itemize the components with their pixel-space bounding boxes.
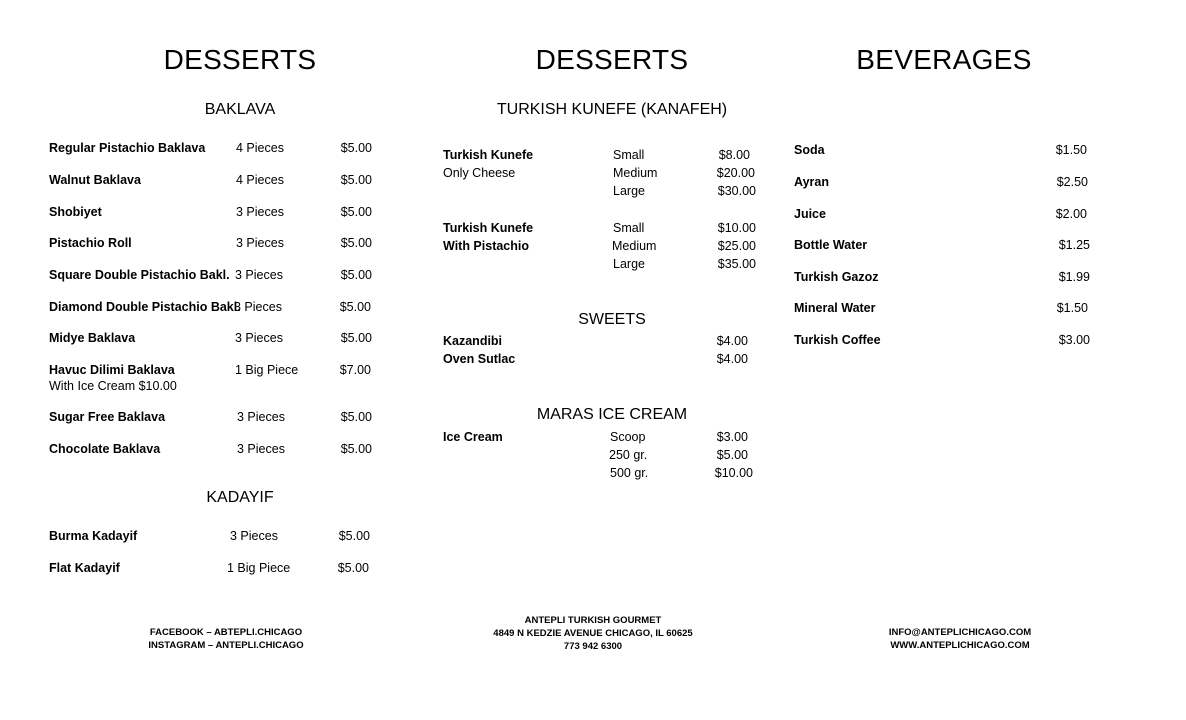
- kunefe-size: Small: [613, 221, 645, 235]
- kunefe-name: Turkish Kunefe: [443, 148, 534, 162]
- kunefe-name: Turkish Kunefe: [443, 221, 534, 235]
- beverage-item-price: $1.99: [1058, 270, 1090, 284]
- baklava-item-price: $5.00: [340, 442, 372, 456]
- kunefe-heading: TURKISH KUNEFE (KANAFEH): [496, 101, 728, 118]
- baklava-item-price: $5.00: [340, 410, 372, 424]
- kadayif-item-qty: 3 Pieces: [230, 529, 278, 543]
- kunefe-size: Medium: [612, 239, 657, 253]
- icecream-size: Scoop: [610, 430, 646, 444]
- baklava-item-price: $5.00: [339, 300, 371, 314]
- baklava-item-name: Midye Baklava: [49, 331, 136, 345]
- footer-instagram: INSTAGRAM – ANTEPLI.CHICAGO: [148, 640, 304, 651]
- beverage-item-price: $1.50: [1056, 301, 1088, 315]
- beverage-item-name: Turkish Coffee: [794, 333, 881, 347]
- footer-email: INFO@ANTEPLICHICAGO.COM: [888, 627, 1032, 638]
- beverage-item-name: Juice: [794, 207, 826, 221]
- beverage-item-price: $2.00: [1055, 207, 1087, 221]
- footer-website: WWW.ANTEPLICHICAGO.COM: [890, 640, 1030, 651]
- baklava-item-name: Diamond Double Pistachio Bakl.: [49, 300, 241, 314]
- baklava-item-qty: 1 Big Piece: [235, 363, 299, 377]
- beverage-item-name: Ayran: [794, 175, 829, 189]
- kunefe-price: $10.00: [717, 221, 756, 235]
- desserts-title-center: DESSERTS: [535, 44, 689, 75]
- icecream-name: Ice Cream: [443, 430, 503, 444]
- baklava-item-name: Pistachio Roll: [49, 236, 132, 250]
- baklava-item-name: Chocolate Baklava: [49, 442, 161, 456]
- kunefe-variant: Only Cheese: [443, 166, 516, 180]
- beverage-item-price: $1.50: [1055, 143, 1087, 157]
- kadayif-item-name: Flat Kadayif: [49, 561, 120, 575]
- baklava-item-price: $5.00: [340, 331, 372, 345]
- beverage-item-name: Mineral Water: [794, 301, 876, 315]
- sweets-item-price: $4.00: [716, 352, 748, 366]
- kunefe-size: Medium: [613, 166, 658, 180]
- baklava-item-qty: 3 Pieces: [236, 205, 284, 219]
- kadayif-item-qty: 1 Big Piece: [227, 561, 291, 575]
- icecream-price: $10.00: [714, 466, 753, 480]
- beverage-item-price: $3.00: [1058, 333, 1090, 347]
- beverage-item-price: $1.25: [1058, 238, 1090, 252]
- kadayif-heading: KADAYIF: [206, 489, 274, 506]
- baklava-item-price: $5.00: [340, 236, 372, 250]
- icecream-size: 250 gr.: [609, 448, 648, 462]
- baklava-item-note: With Ice Cream $10.00: [49, 379, 177, 393]
- kunefe-variant: With Pistachio: [443, 239, 530, 253]
- beverages-title: BEVERAGES: [856, 44, 1032, 75]
- baklava-item-name: Walnut Baklava: [49, 173, 141, 187]
- baklava-item-price: $5.00: [340, 268, 372, 282]
- baklava-item-name: Sugar Free Baklava: [49, 410, 166, 424]
- kunefe-price: $25.00: [717, 239, 756, 253]
- kunefe-size: Small: [613, 148, 645, 162]
- baklava-item-price: $5.00: [340, 173, 372, 187]
- desserts-title-left: DESSERTS: [163, 44, 317, 75]
- kunefe-price: $35.00: [717, 257, 756, 271]
- kunefe-price: $20.00: [716, 166, 755, 180]
- kunefe-price: $30.00: [717, 184, 756, 198]
- sweets-item-name: Kazandibi: [443, 334, 503, 348]
- kadayif-item-price: $5.00: [337, 561, 369, 575]
- baklava-item-qty: 3 Pieces: [235, 268, 283, 282]
- kadayif-item-name: Burma Kadayif: [49, 529, 138, 543]
- baklava-item-name: Square Double Pistachio Bakl.: [49, 268, 230, 282]
- baklava-item-qty: 3 Pieces: [236, 236, 284, 250]
- sweets-item-price: $4.00: [716, 334, 748, 348]
- sweets-heading: SWEETS: [578, 311, 646, 328]
- baklava-item-qty: 3 Pieces: [237, 410, 285, 424]
- baklava-item-qty: 3 Pieces: [237, 442, 285, 456]
- baklava-item-qty: 4 Pieces: [236, 141, 284, 155]
- baklava-item-qty: 3 Pieces: [235, 331, 283, 345]
- footer-address-block: [493, 614, 692, 653]
- baklava-item-price: $7.00: [339, 363, 371, 377]
- footer-facebook: FACEBOOK – ABTEPLI.CHICAGO: [149, 627, 303, 638]
- baklava-item-price: $5.00: [340, 141, 372, 155]
- baklava-item-qty: 3 Pieces: [234, 300, 282, 314]
- beverage-item-price: $2.50: [1056, 175, 1088, 189]
- baklava-heading: BAKLAVA: [204, 101, 276, 118]
- footer-address: 4849 N KEDZIE AVENUE CHICAGO, IL 60625: [493, 628, 693, 639]
- baklava-item-name: Shobiyet: [49, 205, 102, 219]
- icecream-size: 500 gr.: [610, 466, 649, 480]
- icecream-heading: MARAS ICE CREAM: [536, 406, 688, 423]
- icecream-price: $3.00: [716, 430, 748, 444]
- icecream-price: $5.00: [716, 448, 748, 462]
- kunefe-size: Large: [613, 184, 645, 198]
- sweets-item-name: Oven Sutlac: [443, 352, 516, 366]
- beverage-item-name: Bottle Water: [794, 238, 868, 252]
- baklava-item-price: $5.00: [340, 205, 372, 219]
- footer-business-name: ANTEPLI TURKISH GOURMET: [524, 615, 662, 626]
- baklava-item-name: Regular Pistachio Baklava: [49, 141, 206, 155]
- beverage-item-name: Soda: [794, 143, 825, 157]
- footer-social: [148, 626, 303, 652]
- footer-contact: [889, 626, 1031, 652]
- baklava-item-name: Havuc Dilimi Baklava: [49, 363, 175, 377]
- beverage-item-name: Turkish Gazoz: [794, 270, 879, 284]
- kunefe-price: $8.00: [718, 148, 750, 162]
- baklava-item-qty: 4 Pieces: [236, 173, 284, 187]
- kadayif-item-price: $5.00: [338, 529, 370, 543]
- kunefe-size: Large: [613, 257, 645, 271]
- footer-phone: 773 942 6300: [563, 641, 623, 652]
